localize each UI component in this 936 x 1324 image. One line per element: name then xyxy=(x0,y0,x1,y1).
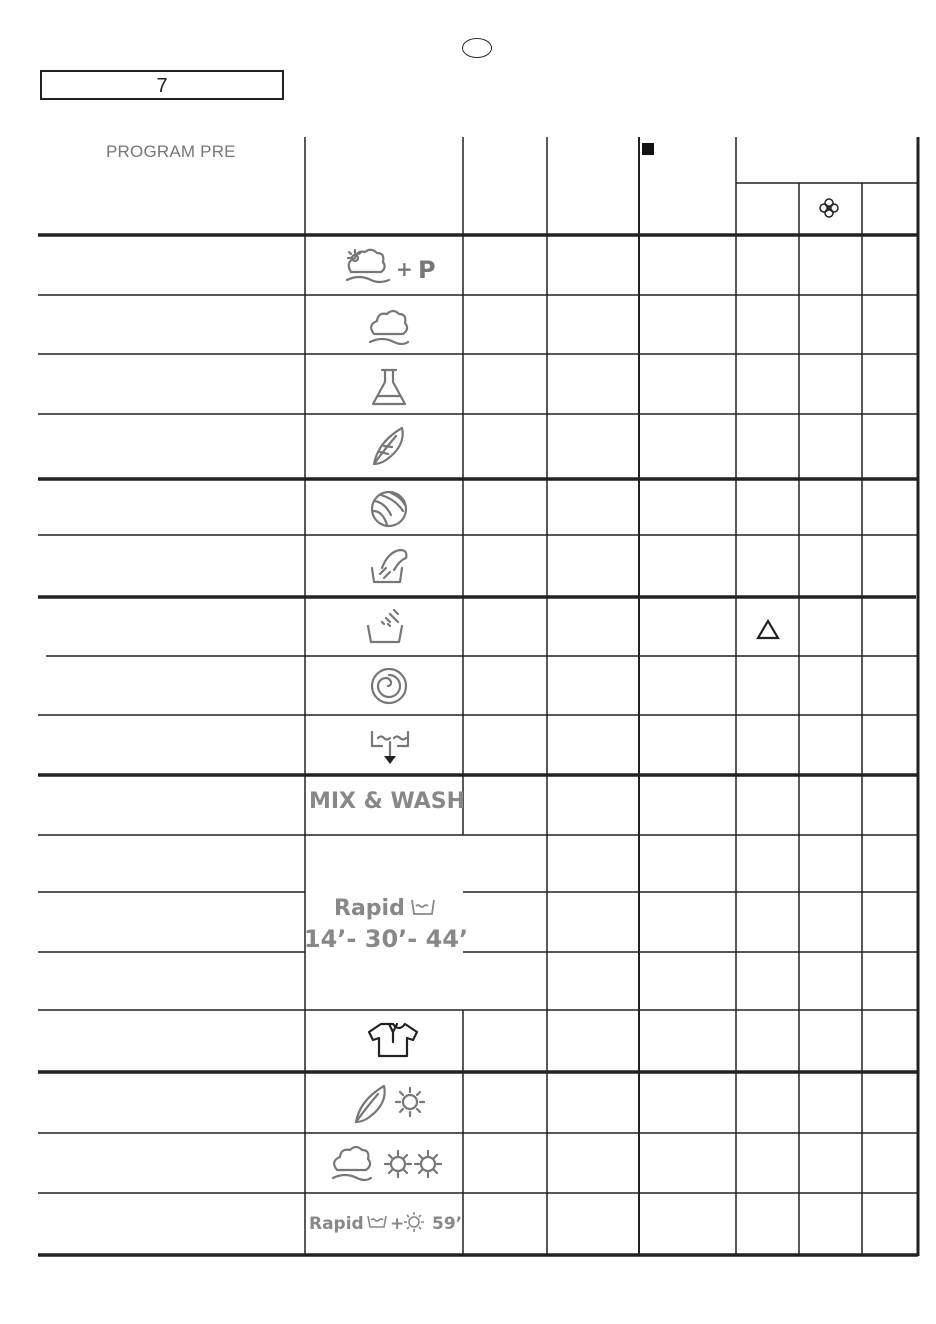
rapid-tub-icon xyxy=(412,900,434,914)
rapid-dry-plus: + xyxy=(390,1214,405,1234)
page-number: 7 xyxy=(156,75,168,97)
rapid-times: 14’- 30’- 44’ xyxy=(303,925,469,953)
rapid-dry-time: 59’ xyxy=(432,1214,463,1234)
rapid-dry-label: Rapid xyxy=(309,1214,364,1234)
cotton-icon xyxy=(370,311,408,344)
drain-arrow-icon xyxy=(384,756,396,764)
drain-icon xyxy=(372,732,408,756)
delicates-feather-icon xyxy=(374,428,403,464)
hand-wash-icon xyxy=(372,550,406,582)
synthetics-icon xyxy=(373,370,405,404)
plus-sign: + xyxy=(396,257,413,281)
prewash-p-label: P xyxy=(418,256,436,284)
spin-icon xyxy=(372,669,406,703)
flower-softener-icon xyxy=(820,199,838,217)
prewash-cotton-icon xyxy=(347,250,389,282)
triangle-warning-icon xyxy=(758,621,778,638)
feather-dry-icon xyxy=(356,1086,424,1122)
shirt-icon xyxy=(369,1024,417,1056)
rapid-label: Rapid xyxy=(334,896,405,921)
mix-wash-label: MIX & WASH xyxy=(308,789,466,814)
cotton-dry-icon xyxy=(333,1147,441,1180)
wool-icon xyxy=(372,492,406,526)
rinse-icon xyxy=(368,610,402,642)
program-column-header: PROGRAM PRE xyxy=(106,142,236,161)
